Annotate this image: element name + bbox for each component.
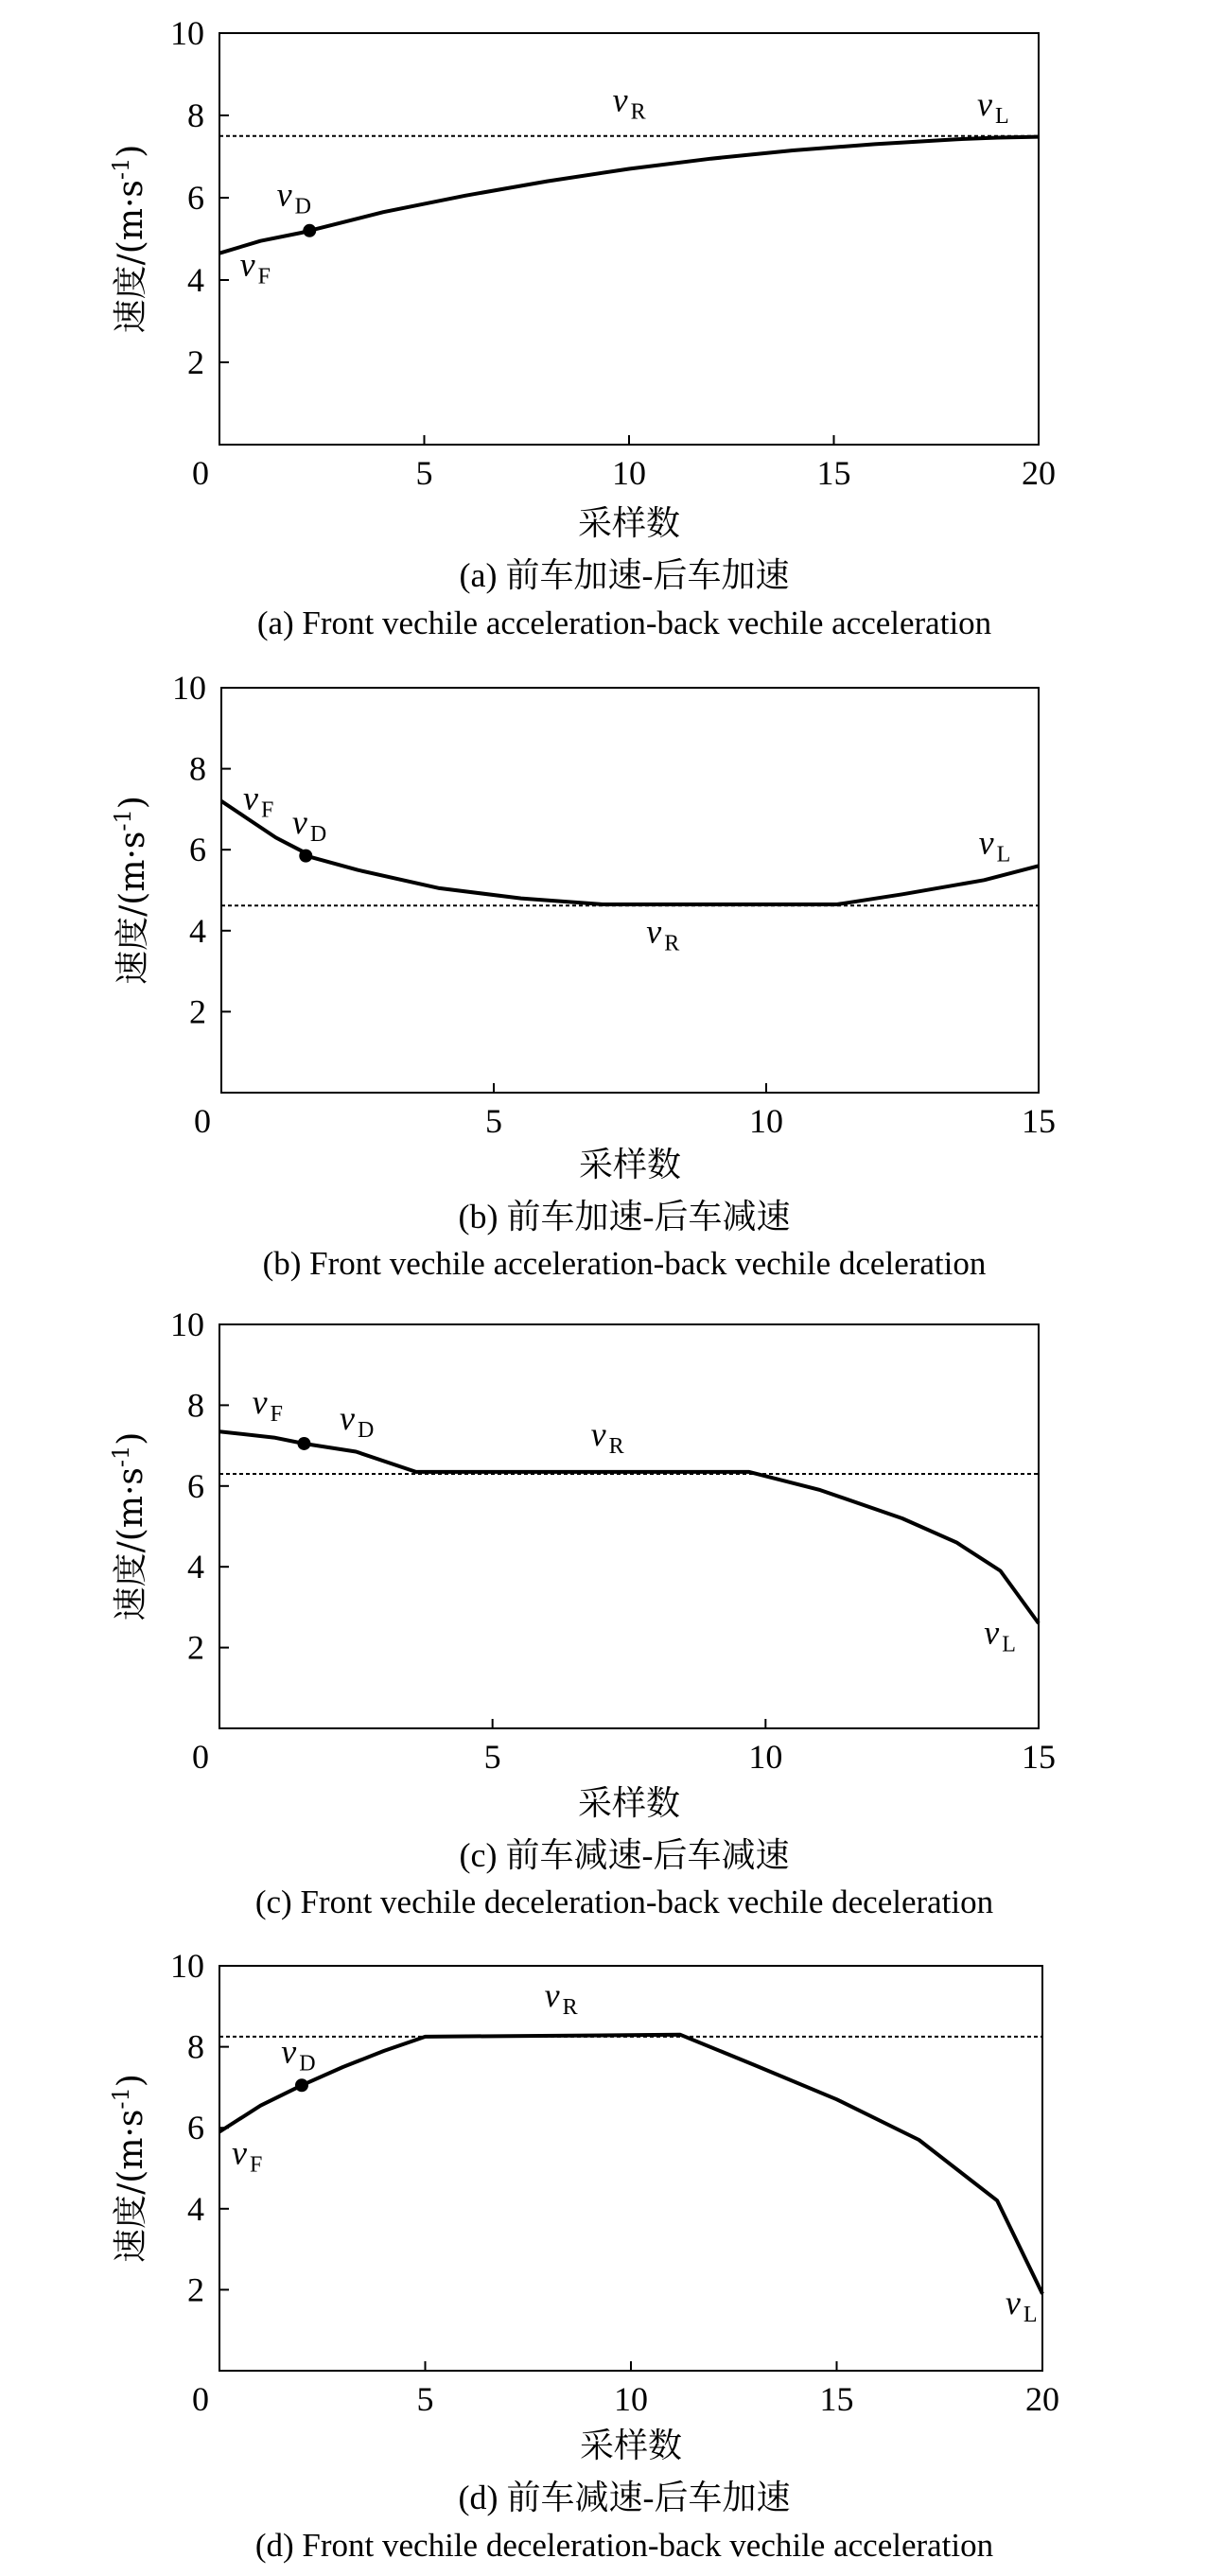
x-tick-label: 15 — [1022, 1738, 1056, 1776]
y-tick-label: 6 — [187, 1466, 204, 1505]
annotation-vR: v $_R$ — [590, 1415, 624, 1460]
y-tick-label: 10 — [172, 669, 206, 707]
y-tick-label: 4 — [187, 2189, 204, 2228]
annotation-vL: v $_L$ — [978, 823, 1011, 867]
series-line-speed — [219, 137, 1039, 254]
series-line-speed — [221, 801, 1039, 904]
data-point-vD — [295, 2078, 308, 2092]
x-axis-label: 采样数 — [577, 504, 681, 543]
y-tick-label: 10 — [170, 14, 204, 52]
x-tick-label: 10 — [614, 2380, 648, 2418]
y-tick-label: 4 — [189, 911, 206, 950]
annotation-vF: v $_F$ — [243, 779, 274, 823]
x-tick-label: 15 — [816, 454, 851, 492]
annotation-vD: v $_D$ — [276, 175, 311, 219]
x-tick-label: 20 — [1022, 454, 1056, 492]
y-tick-label: 10 — [170, 1306, 204, 1343]
x-tick-label: 15 — [819, 2380, 854, 2418]
annotation-vR: v $_R$ — [646, 912, 680, 956]
annotation-vL: v $_L$ — [1005, 2284, 1038, 2328]
annotation-vF: v $_F$ — [252, 1382, 283, 1427]
y-tick-label: 2 — [187, 2270, 204, 2309]
annotation-vR: v $_R$ — [612, 80, 646, 125]
y-tick-label: 8 — [189, 749, 206, 788]
y-axis-label: 速度$/(m\cdot s^{-1})$ — [108, 2074, 150, 2263]
x-tick-label: 5 — [485, 1102, 502, 1140]
chart-panel-c — [108, 1306, 1056, 1920]
x-tick-label: 10 — [748, 1738, 783, 1776]
data-point-vD — [303, 224, 316, 237]
chart-panel-a — [108, 14, 1056, 641]
caption-en: (a) Front vechile acceleration-back vechile acceleration — [256, 605, 992, 641]
y-tick-label: 8 — [187, 2027, 204, 2066]
x-tick-label: 15 — [1022, 1102, 1056, 1140]
x-tick-label: 0 — [192, 2380, 209, 2418]
plot-frame — [219, 1966, 1042, 2371]
y-axis-label: 速度$/(m\cdot s^{-1})$ — [108, 144, 150, 334]
x-tick-label: 20 — [1025, 2380, 1059, 2418]
caption-zh: (b) 前车加速-后车减速 — [458, 1198, 791, 1235]
y-axis-label: 速度$/(m\cdot s^{-1})$ — [110, 796, 152, 985]
annotation-vD: v $_D$ — [281, 2032, 316, 2077]
series-line-speed — [219, 2032, 1042, 2294]
caption-en: (b) Front vechile acceleration-back vechile dceleration — [262, 1245, 987, 1282]
annotation-vD: v $_D$ — [291, 803, 327, 848]
y-tick-label: 6 — [189, 831, 206, 869]
chart-panel-d — [108, 1947, 1059, 2564]
data-point-vD — [297, 1437, 310, 1450]
annotation-vD: v $_D$ — [340, 1399, 375, 1444]
x-axis-label: 采样数 — [577, 1784, 681, 1823]
x-tick-label: 10 — [749, 1102, 783, 1140]
x-axis-label: 采样数 — [579, 2427, 683, 2465]
x-tick-label: 5 — [415, 454, 433, 492]
caption-en: (c) Front vechile deceleration-back vechile deceleration — [254, 1884, 994, 1920]
x-tick-label: 10 — [612, 454, 646, 492]
annotation-vF: v $_F$ — [232, 2133, 263, 2178]
annotation-vF: v $_F$ — [239, 245, 271, 289]
y-tick-label: 2 — [187, 343, 204, 381]
x-tick-label: 5 — [483, 1738, 501, 1776]
y-tick-label: 6 — [187, 179, 204, 217]
data-point-vD — [299, 850, 312, 863]
y-tick-label: 6 — [187, 2109, 204, 2147]
caption-zh: (d) 前车减速-后车加速 — [458, 2479, 791, 2516]
plot-frame — [219, 33, 1039, 445]
caption-en: (d) Front vechile deceleration-back vechile acceleration — [254, 2527, 994, 2564]
x-tick-label: 5 — [416, 2380, 434, 2418]
annotation-vR: v $_R$ — [544, 1975, 578, 2020]
annotation-vL: v $_L$ — [977, 85, 1009, 129]
chart-panel-b — [110, 669, 1056, 1282]
y-tick-label: 10 — [170, 1947, 204, 1985]
x-tick-label: 0 — [192, 454, 209, 492]
y-axis-label: 速度$/(m\cdot s^{-1})$ — [108, 1431, 150, 1621]
annotation-vL: v $_L$ — [984, 1613, 1016, 1657]
caption-zh: (a) 前车加速-后车加速 — [459, 556, 790, 594]
y-tick-label: 2 — [189, 992, 206, 1031]
series-line-speed — [219, 1431, 1039, 1623]
y-tick-label: 4 — [187, 261, 204, 299]
y-tick-label: 8 — [187, 1386, 204, 1425]
y-tick-label: 2 — [187, 1628, 204, 1667]
x-tick-label: 0 — [192, 1738, 209, 1776]
x-axis-label: 采样数 — [578, 1146, 682, 1184]
caption-zh: (c) 前车减速-后车减速 — [459, 1836, 790, 1874]
x-tick-label: 0 — [194, 1102, 211, 1140]
y-tick-label: 8 — [187, 96, 204, 134]
y-tick-label: 4 — [187, 1548, 204, 1586]
